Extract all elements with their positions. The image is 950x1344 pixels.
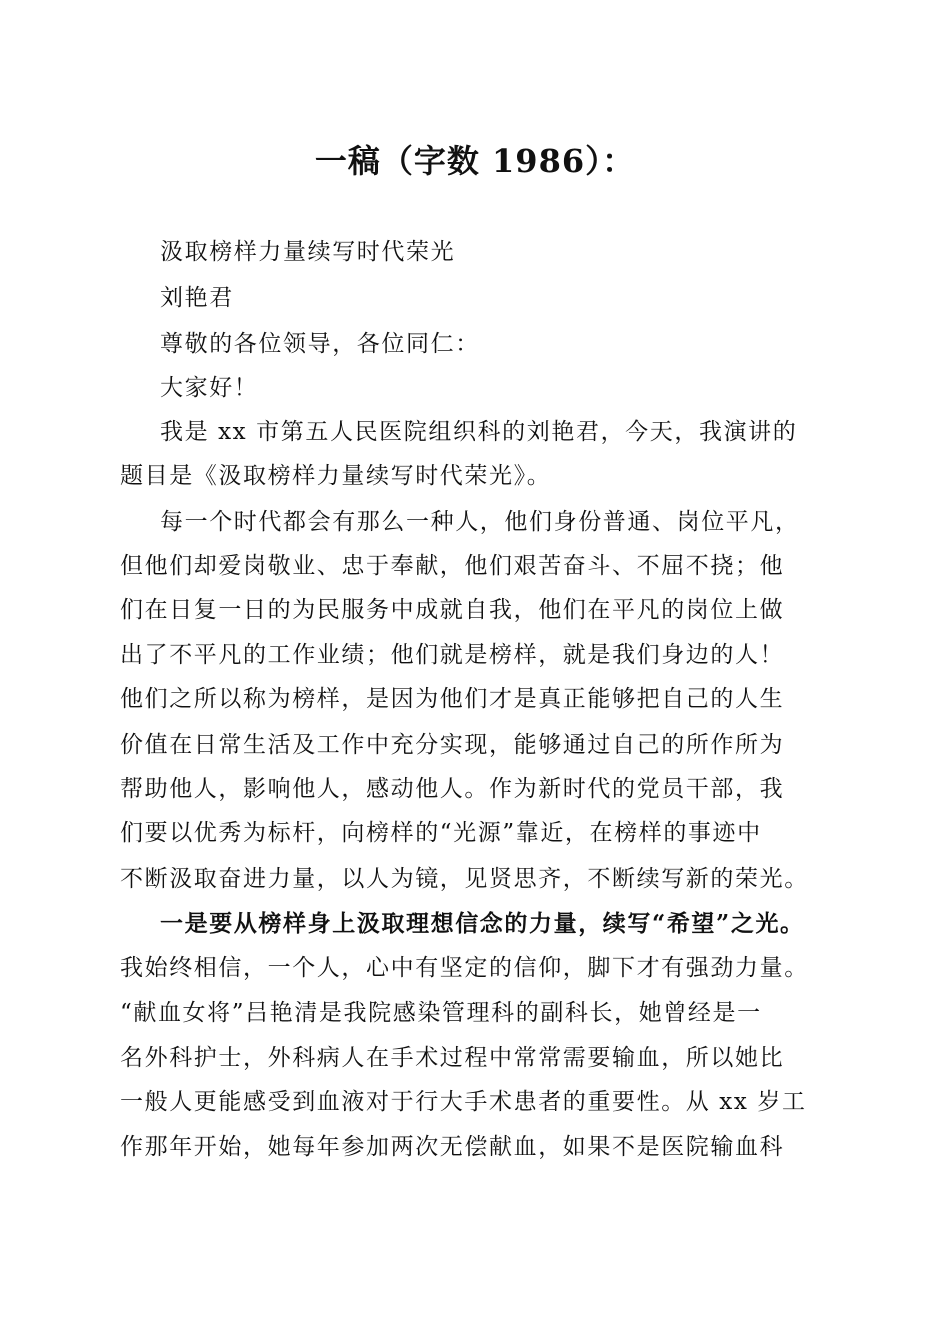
text-line: 们要以优秀为标杆，向榜样的“光源”靠近，在榜样的事迹中 [120,820,762,846]
document-title: 一稿（字数 1986）： [314,142,636,180]
text-line: “献血女将”吕艳清是我院感染管理科的副科长，她曾经是一 [120,1000,762,1026]
text-line: 名外科护士，外科病人在手术过程中常常需要输血，所以她比 [120,1045,785,1071]
text-line: 但他们却爱岗敬业、忠于奉献，他们艰苦奋斗、不屈不挠；他 [120,553,785,579]
text-line: 我是 xx 市第五人民医院组织科的刘艳君，今天，我演讲的 [160,419,798,445]
text-line: 出了不平凡的工作业绩；他们就是榜样，就是我们身边的人！ [120,642,785,668]
text-line: 每一个时代都会有那么一种人，他们身份普通、岗位平凡， [160,509,800,535]
text-line: 不断汲取奋进力量，以人为镜，见贤思齐，不断续写新的荣光。 [120,866,809,892]
author-name: 刘艳君 [160,285,234,311]
section-heading: 一是要从榜样身上汲取理想信念的力量，续写“希望”之光。 [160,910,805,937]
text-line: 帮助他人，影响他人，感动他人。作为新时代的党员干部，我 [120,776,785,802]
text-line: 价值在日常生活及工作中充分实现，能够通过自己的所作所为 [120,732,785,758]
salutation: 尊敬的各位领导，各位同仁： [160,331,480,357]
text-line: 们在日复一日的为民服务中成就自我，他们在平凡的岗位上做 [120,597,785,623]
text-line: 我始终相信，一个人，心中有坚定的信仰，脚下才有强劲力量。 [120,955,809,981]
text-line: 作那年开始，她每年参加两次无偿献血，如果不是医院输血科 [120,1134,785,1160]
greeting: 大家好！ [160,375,259,401]
speech-title: 汲取榜样力量续写时代荣光 [160,239,456,265]
text-line: 他们之所以称为榜样，是因为他们才是真正能够把自己的人生 [120,686,785,712]
text-line: 一般人更能感受到血液对于行大手术患者的重要性。从 xx 岁工 [120,1089,807,1115]
text-line: 题目是《汲取榜样力量续写时代荣光》。 [120,463,552,489]
